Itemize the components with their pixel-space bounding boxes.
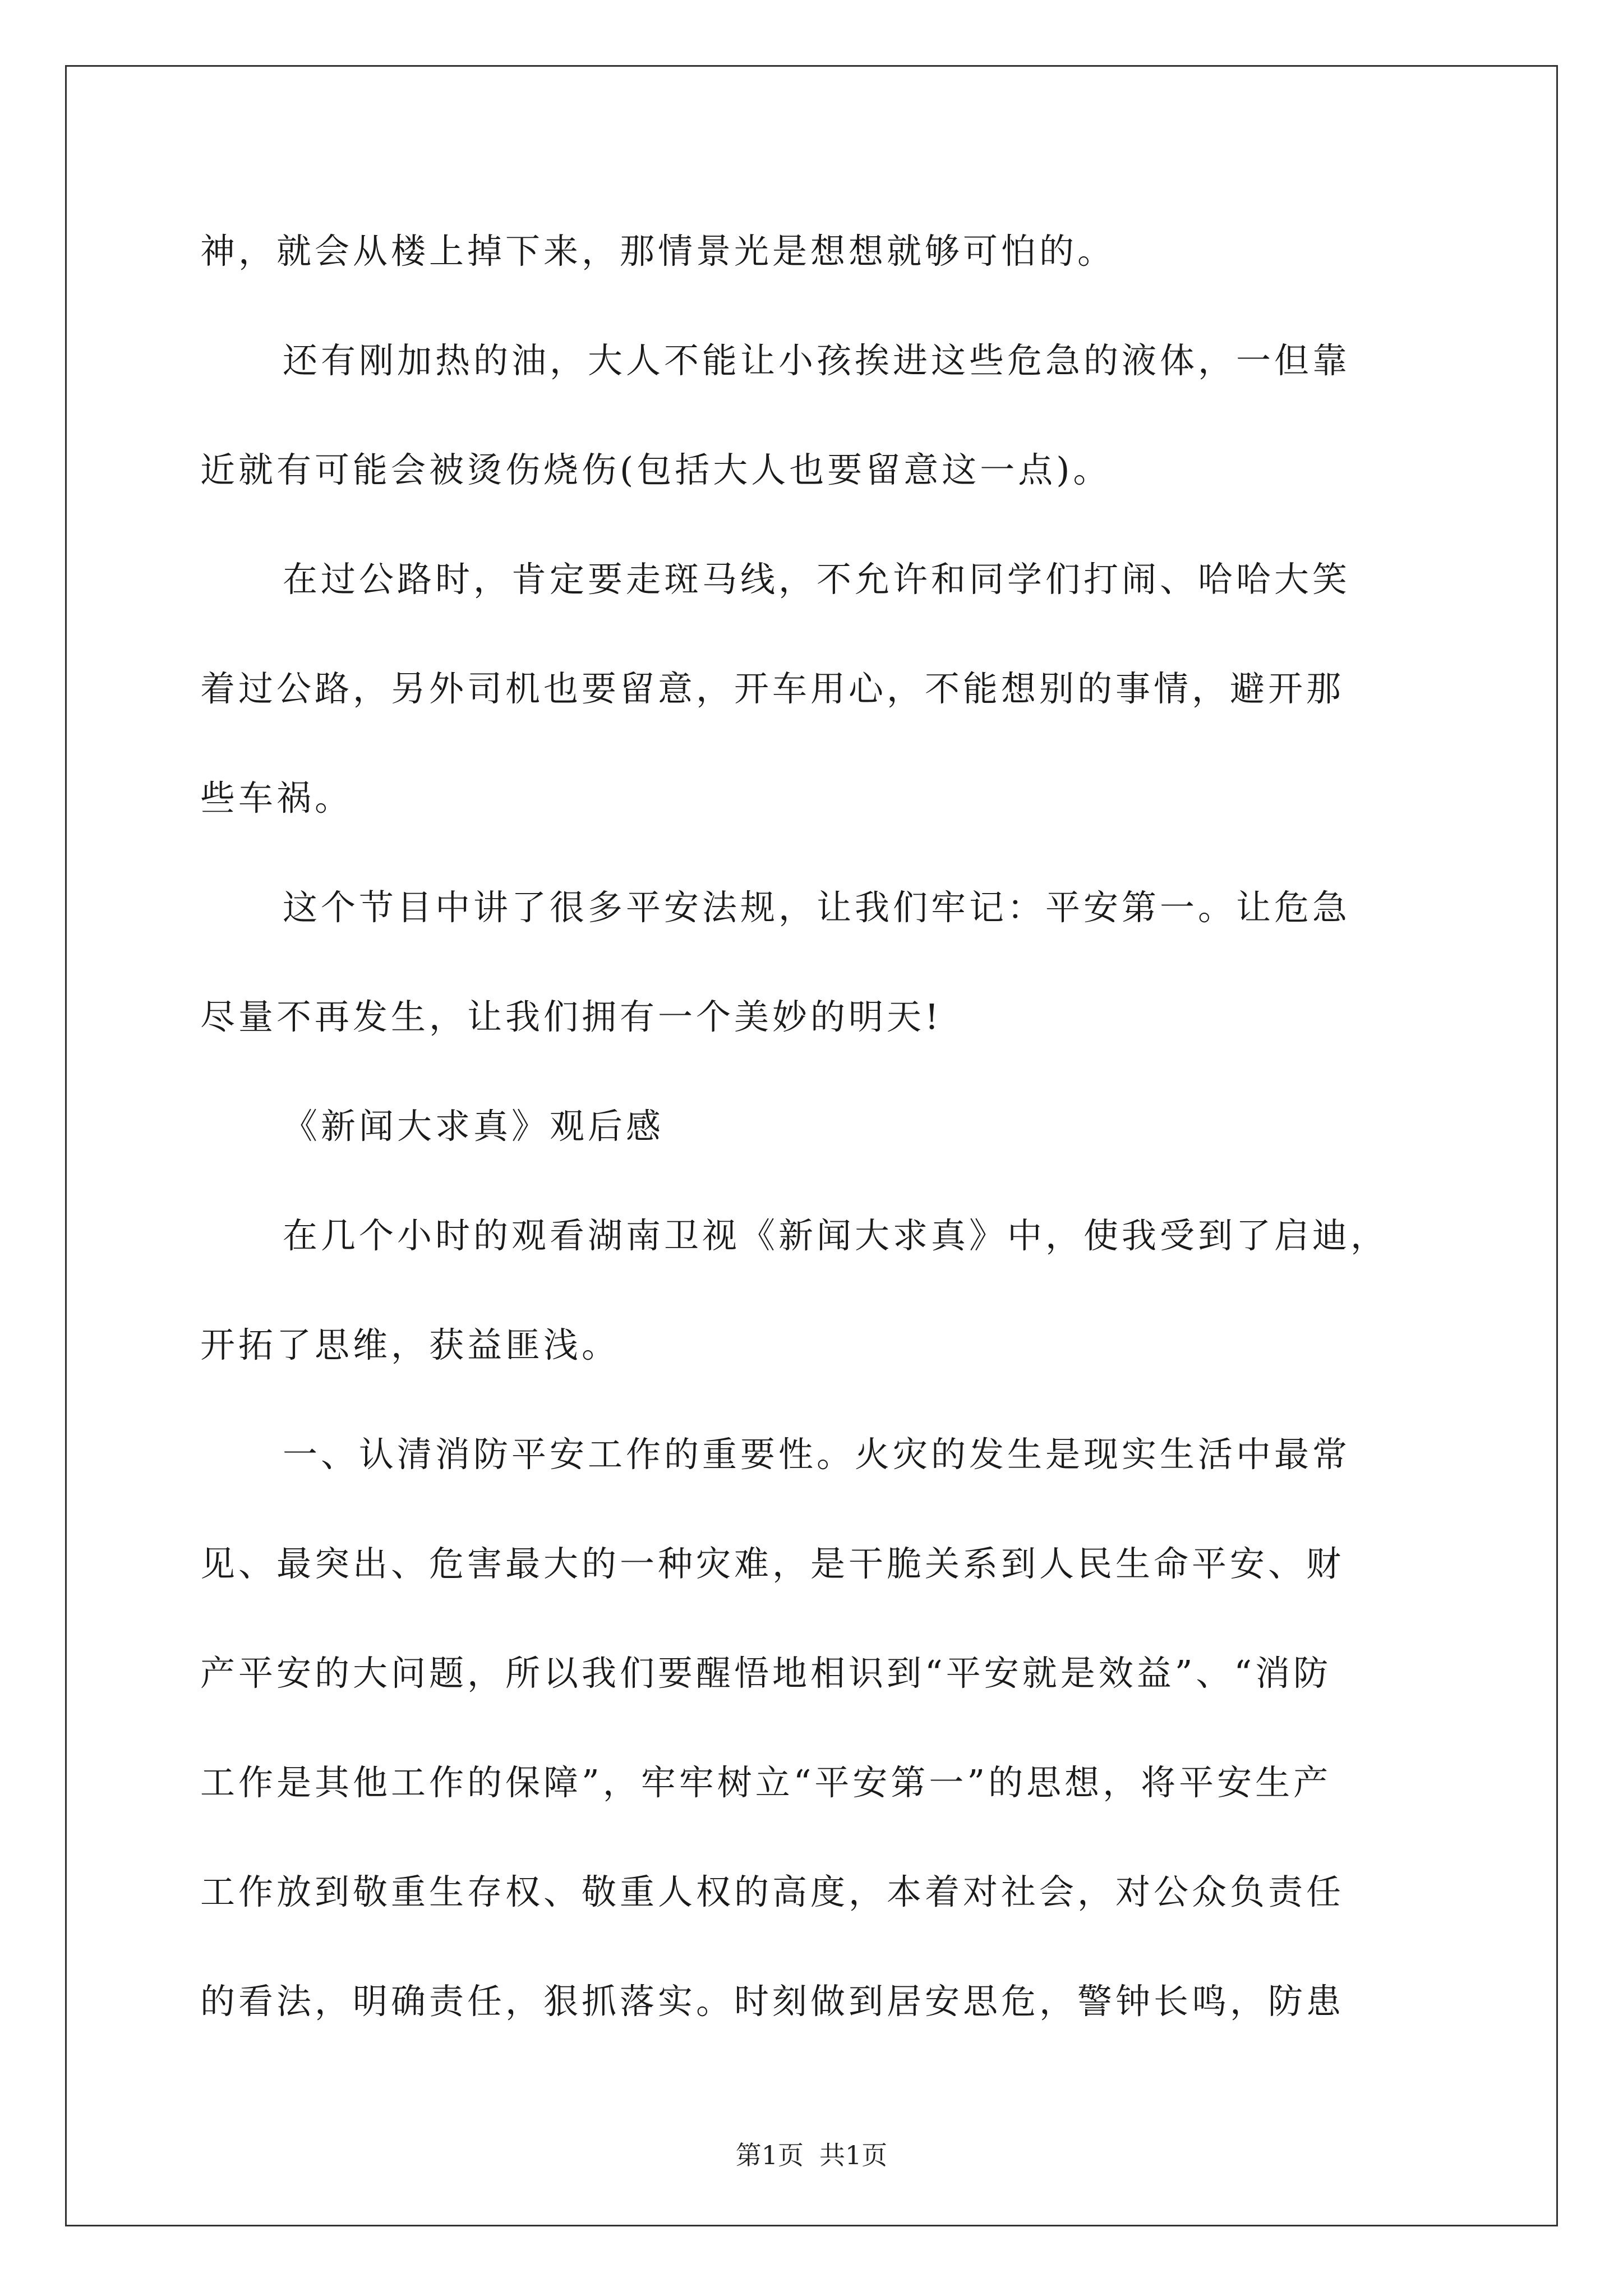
section-title: 《新闻大求真》观后感 [283,1106,665,1147]
text-line-5: 着过公路，另外司机也要留意，开车用心，不能想别的事情，避开那 [200,668,1345,709]
text-line-15: 工作是其他工作的保障”，牢牢树立“平安第一”的思想，将平安生产 [200,1762,1332,1803]
text-line-6: 些车祸。 [200,777,353,818]
page-total: 共1页 [819,2140,888,2170]
document-body [200,196,1473,2056]
text-line-7: 这个节目中讲了很多平安法规，让我们牢记：平安第一。让危急 [283,887,1351,928]
text-line-1: 神，就会从楼上掉下来，那情景光是想想就够可怕的。 [200,231,1116,272]
text-line-11: 开拓了思维，获益匪浅。 [200,1324,620,1365]
text-line-3: 近就有可能会被烫伤烧伤(包括大人也要留意这一点)。 [200,449,1112,490]
text-line-2: 还有刚加热的油，大人不能让小孩挨进这些危急的液体，一但靠 [283,340,1351,381]
text-line-16: 工作放到敬重生存权、敬重人权的高度，本着对社会，对公众负责任 [200,1871,1345,1912]
text-line-13: 见、最突出、危害最大的一种灾难，是干脆关系到人民生命平安、财 [200,1543,1345,1584]
text-line-14: 产平安的大问题，所以我们要醒悟地相识到“平安就是效益”、“消防 [200,1653,1332,1694]
text-line-12: 一、认清消防平安工作的重要性。火灾的发生是现实生活中最常 [283,1434,1351,1475]
text-line-10: 在几个小时的观看湖南卫视《新闻大求真》中，使我受到了启迪， [283,1215,1389,1256]
text-line-4: 在过公路时，肯定要走斑马线，不允许和同学们打闹、哈哈大笑 [283,559,1351,600]
text-line-17: 的看法，明确责任，狠抓落实。时刻做到居安思危，警钟长鸣，防患 [200,1981,1345,2022]
text-line-8: 尽量不再发生，让我们拥有一个美妙的明天! [200,996,942,1037]
page-footer [0,2138,1623,2172]
page-number: 第1页 [735,2140,804,2170]
